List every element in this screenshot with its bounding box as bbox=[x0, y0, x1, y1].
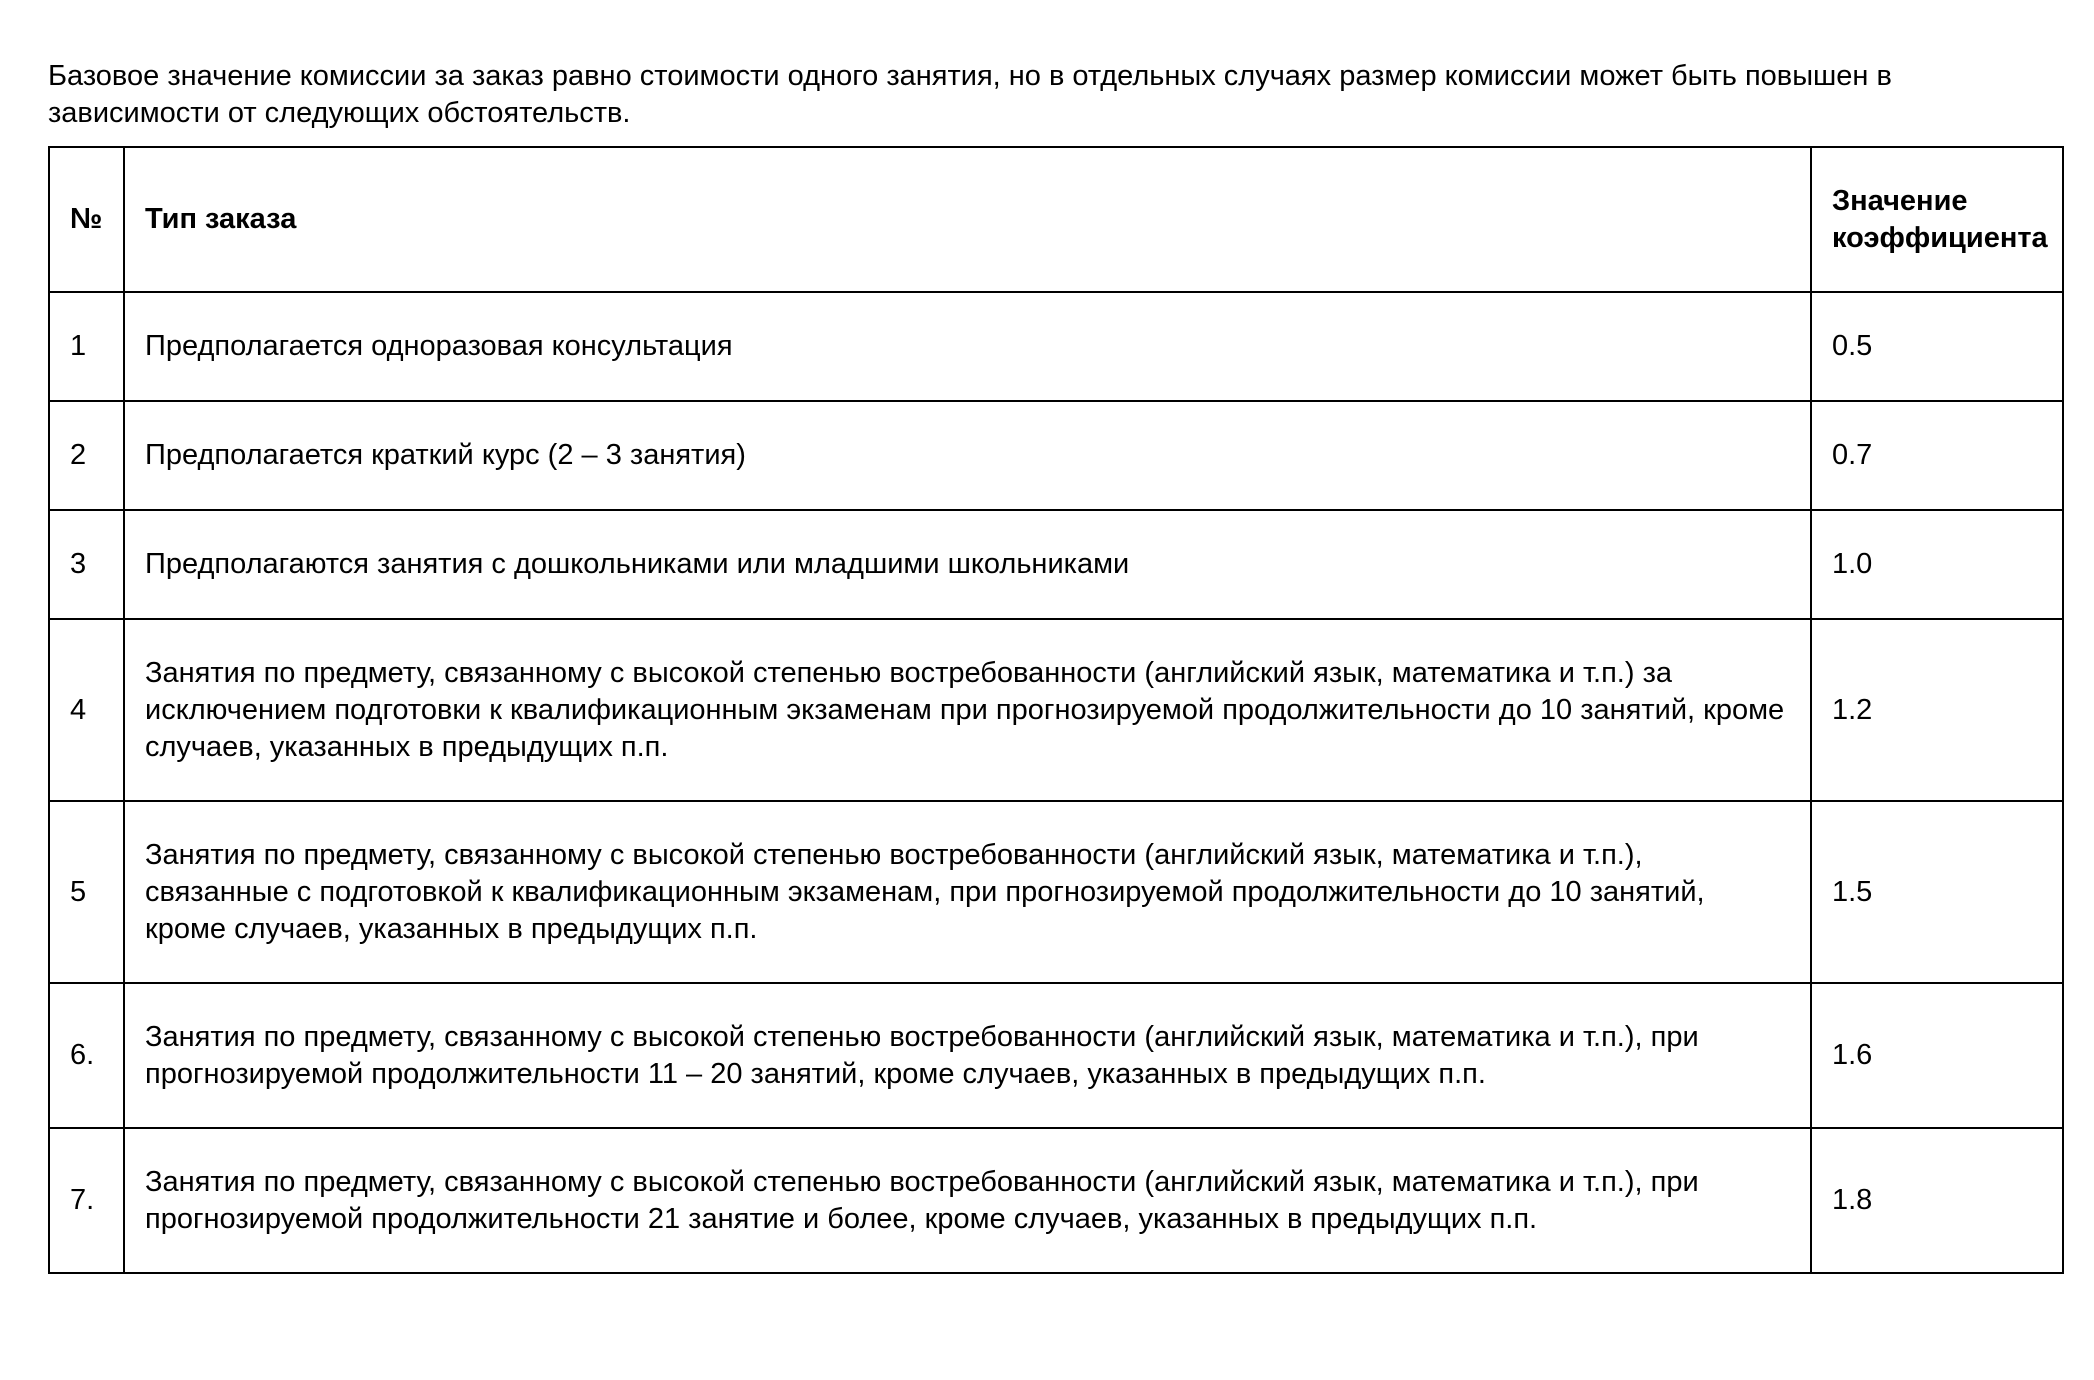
row-order-type: Занятия по предмету, связанному с высокой степенью востребованности (английский язык, математика и т.п.), при прогнозируемой продолжительности 21 занятие и более, кроме случаев, указанных в предыдущих п.п. bbox=[124, 1128, 1811, 1273]
table-row bbox=[49, 1128, 2063, 1273]
row-number: 4 bbox=[49, 619, 124, 801]
row-coefficient: 1.5 bbox=[1811, 801, 2063, 983]
row-order-type: Предполагается краткий курс (2 – 3 занятия) bbox=[124, 401, 1811, 510]
row-order-type: Предполагаются занятия с дошкольниками или младшими школьниками bbox=[124, 510, 1811, 619]
row-number: 3 bbox=[49, 510, 124, 619]
row-coefficient: 0.5 bbox=[1811, 292, 2063, 401]
row-number: 7. bbox=[49, 1128, 124, 1273]
row-coefficient: 0.7 bbox=[1811, 401, 2063, 510]
row-order-type: Предполагается одноразовая консультация bbox=[124, 292, 1811, 401]
table-header-row bbox=[49, 147, 2063, 292]
row-coefficient: 1.2 bbox=[1811, 619, 2063, 801]
header-number: № bbox=[49, 147, 124, 292]
table-row bbox=[49, 401, 2063, 510]
row-number: 6. bbox=[49, 983, 124, 1128]
header-coefficient: Значение коэффициента bbox=[1811, 147, 2063, 292]
header-order-type: Тип заказа bbox=[124, 147, 1811, 292]
row-coefficient: 1.8 bbox=[1811, 1128, 2063, 1273]
table-row bbox=[49, 510, 2063, 619]
row-number: 2 bbox=[49, 401, 124, 510]
row-order-type: Занятия по предмету, связанному с высокой степенью востребованности (английский язык, математика и т.п.) за исключением подготовки к квалификационным экзаменам при прогнозируемой продолжительности до 10 занятий, кроме случаев, указанных в предыдущих п.п. bbox=[124, 619, 1811, 801]
table-row bbox=[49, 983, 2063, 1128]
row-number: 1 bbox=[49, 292, 124, 401]
row-order-type: Занятия по предмету, связанному с высокой степенью востребованности (английский язык, математика и т.п.), связанные с подготовкой к квалификационным экзаменам, при прогнозируемой продолжительности до 10 занятий, кроме случаев, указанных в предыдущих п.п. bbox=[124, 801, 1811, 983]
commission-coefficient-table bbox=[48, 146, 2064, 1274]
row-coefficient: 1.6 bbox=[1811, 983, 2063, 1128]
table-row bbox=[49, 619, 2063, 801]
table-row bbox=[49, 292, 2063, 401]
row-coefficient: 1.0 bbox=[1811, 510, 2063, 619]
row-number: 5 bbox=[49, 801, 124, 983]
row-order-type: Занятия по предмету, связанному с высокой степенью востребованности (английский язык, математика и т.п.), при прогнозируемой продолжительности 11 – 20 занятий, кроме случаев, указанных в предыдущих п.п. bbox=[124, 983, 1811, 1128]
table-row bbox=[49, 801, 2063, 983]
intro-paragraph: Базовое значение комиссии за заказ равно стоимости одного занятия, но в отдельных случаях размер комиссии может быть повышен в зависимости от следующих обстоятельств. bbox=[48, 60, 1892, 129]
